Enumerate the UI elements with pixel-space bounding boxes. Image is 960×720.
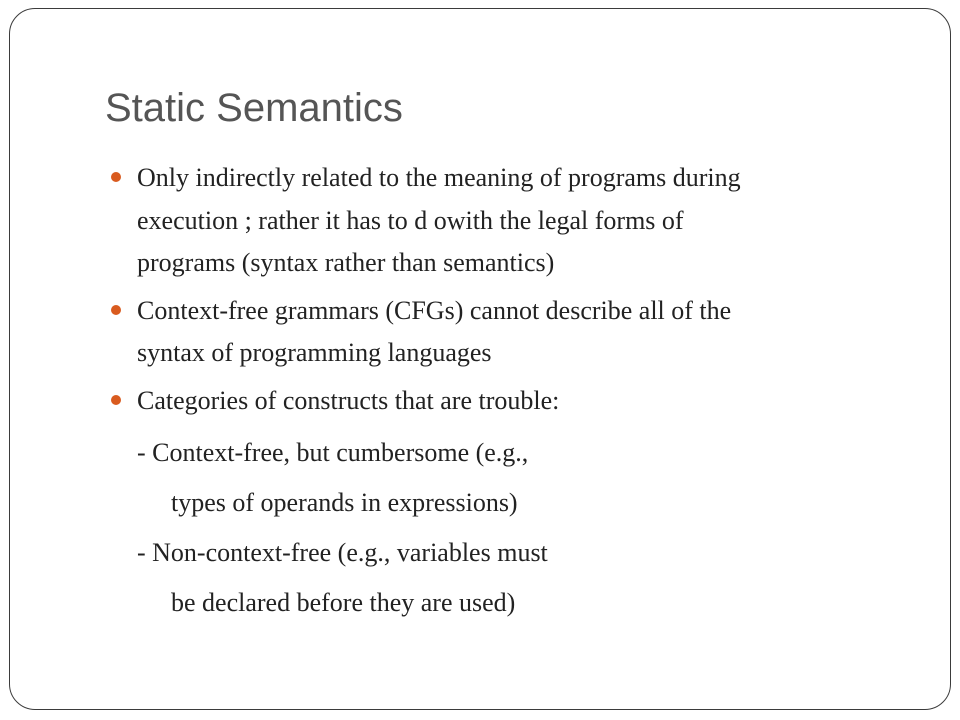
sub-item-1-line-2: types of operands in expressions) (171, 488, 518, 517)
bullet-2-line-2: syntax of programming languages (137, 338, 492, 367)
bullet-marker (111, 172, 121, 182)
sub-item-1-line-1: - Context-free, but cumbersome (e.g., (137, 438, 529, 467)
sub-item-2-line-2: be declared before they are used) (171, 588, 516, 617)
slide-title: Static Semantics (105, 86, 403, 130)
bullet-2-line-1: Context-free grammars (CFGs) cannot describe all of the (137, 296, 732, 325)
sub-item-2-line-1: - Non-context-free (e.g., variables must (137, 538, 548, 567)
bullet-marker (111, 305, 121, 315)
bullet-1-line-1: Only indirectly related to the meaning of programs during (137, 163, 741, 192)
bullet-1-line-3: programs (syntax rather than semantics) (137, 248, 555, 277)
bullet-1-line-2: execution ; rather it has to d owith the legal forms of (137, 206, 684, 235)
bullet-3-line-1: Categories of constructs that are trouble: (137, 386, 560, 415)
bullet-marker (111, 395, 121, 405)
